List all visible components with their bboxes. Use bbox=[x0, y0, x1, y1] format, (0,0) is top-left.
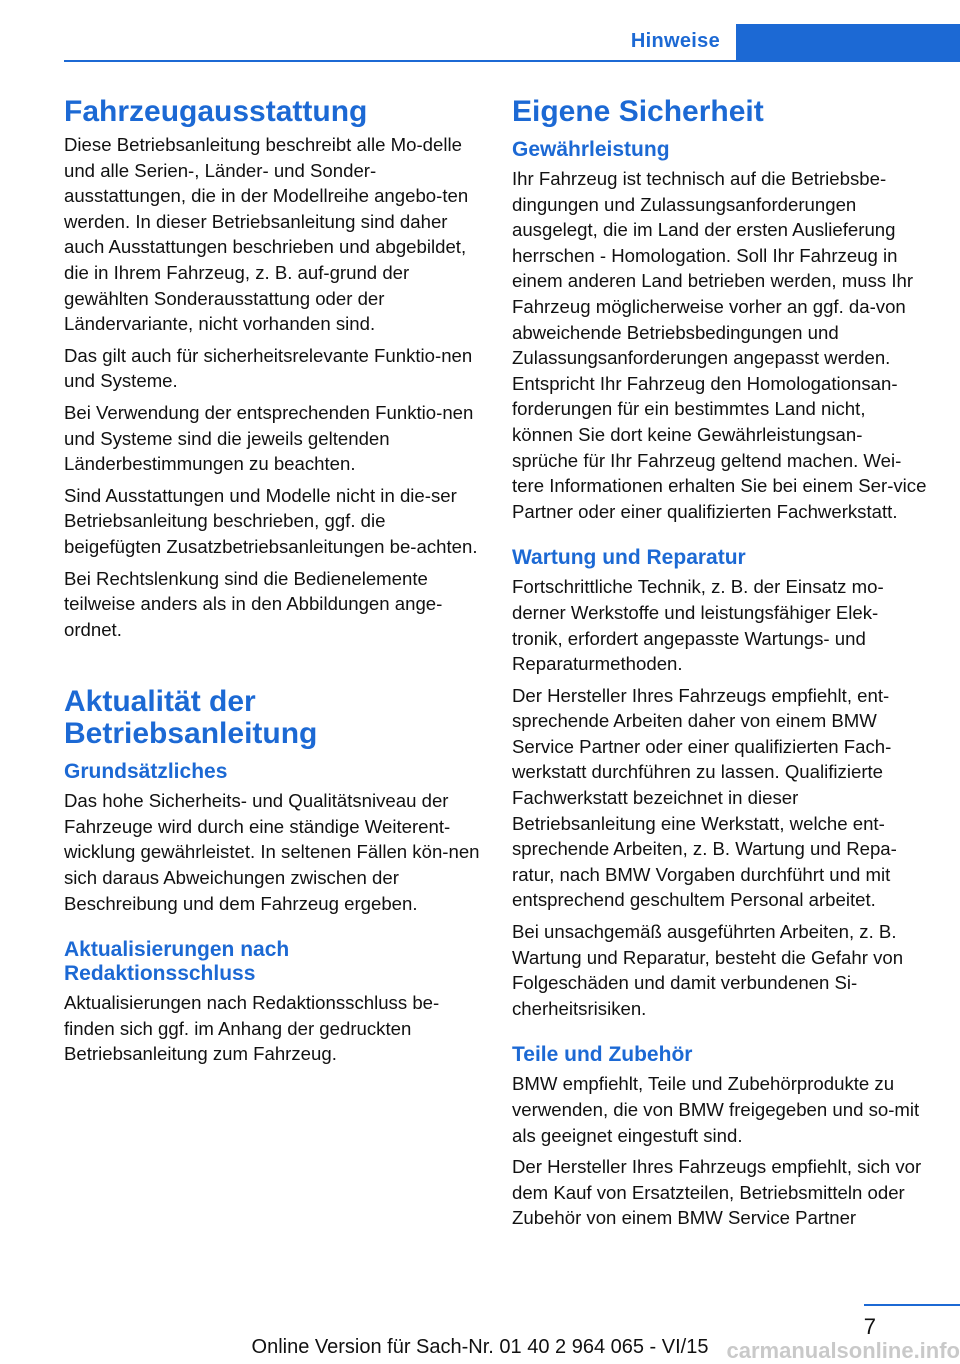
page-number: 7 bbox=[863, 1314, 876, 1339]
paragraph: BMW empfiehlt, Teile und Zubehörprodukte zu verwenden, die von BMW freigegeben und so-mit als geeignet eingestuft sind. bbox=[512, 1073, 920, 1146]
heading-eigene-sicherheit: Eigene Sicherheit bbox=[512, 95, 764, 128]
footer-rule bbox=[864, 1304, 960, 1306]
paragraph: Das gilt auch für sicherheitsrelevante Funktio-nen und Systeme. bbox=[64, 344, 473, 392]
left-column bbox=[64, 96, 480, 1073]
online-version-note: Online Version für Sach-Nr. 01 40 2 964 065 - VI/15 bbox=[251, 1336, 709, 1358]
watermark: carmanualsonline.info bbox=[726, 1338, 960, 1363]
section-tab-block bbox=[736, 24, 960, 62]
subheading-aktualisierungen: Aktualisierungen nach Redaktionsschluss bbox=[64, 938, 290, 986]
subheading-gewaehrleistung: Gewährleistung bbox=[512, 138, 670, 161]
subheading-teile: Teile und Zubehör bbox=[512, 1043, 693, 1067]
subheading-grundsaetzliches: Grundsätzliches bbox=[64, 760, 228, 784]
paragraph: Ihr Fahrzeug ist technisch auf die Betriebsbe-dingungen und Zulassungsanforderungen ausgelegt, die im Land der ersten Auslieferung herrschen - Homologation. Soll Ihr Fahrzeug in einem anderen Land betrieben werden, muss Ihr Fahrzeug möglicherweise vorher an ggf. da-von abweichende Betriebsbedingungen und Zulassungsanforderungen angepasst werden. Entspricht Ihr Fahrzeug den Homologationsan-forderungen für ein bestimmtes Land nicht, können Sie dort keine Gewährleistungsan-sprüche für Ihr Fahrzeug geltend machen. Wei-tere Informationen erhalten Sie bei einem Ser-vice Partner oder einer qualifizierten Fachwerkstatt. bbox=[512, 168, 927, 522]
paragraph: Bei unsachgemäß ausgeführten Arbeiten, z. B. Wartung und Reparatur, besteht die Gefahr von Folgeschäden und damit verbundenen Si-cherheitsrisiken. bbox=[512, 921, 904, 1019]
right-column bbox=[512, 96, 928, 1237]
subheading-wartung: Wartung und Reparatur bbox=[512, 546, 746, 570]
paragraph: Bei Rechtslenkung sind die Bedienelemente teilweise anders als in den Abbildungen ange-ordnet. bbox=[64, 567, 443, 640]
header-rule bbox=[64, 60, 736, 62]
paragraph: Aktualisierungen nach Redaktionsschluss be-finden sich ggf. im Anhang der gedruckten Betriebsanleitung zum Fahrzeug. bbox=[64, 992, 440, 1065]
paragraph: Diese Betriebsanleitung beschreibt alle Mo-delle und alle Serien-, Länder- und Sonder-ausstattungen, die in der Modellreihe angebo-ten werden. In dieser Betriebsanleitung sind daher auch Ausstattungen beschrieben und abgebildet, die in Ihrem Fahrzeug, z. B. auf-grund der gewählten Sonderausstattung oder der Ländervariante, nicht vorhanden sind. bbox=[64, 134, 469, 335]
section-label: Hinweise bbox=[630, 30, 720, 52]
heading-fahrzeugausstattung: Fahrzeugausstattung bbox=[64, 95, 368, 128]
heading-aktualitaet: Aktualität der Betriebsanleitung bbox=[64, 685, 318, 751]
paragraph: Sind Ausstattungen und Modelle nicht in die-ser Betriebsanleitung beschrieben, ggf. die beigefügten Zusatzbetriebsanleitungen be-achten. bbox=[64, 484, 478, 557]
paragraph: Bei Verwendung der entsprechenden Funktio-nen und Systeme sind die jeweils geltenden Länderbestimmungen zu beachten. bbox=[64, 401, 474, 475]
paragraph: Der Hersteller Ihres Fahrzeugs empfiehlt, sich vor dem Kauf von Ersatzteilen, Betriebsmitteln oder Zubehör von einem BMW Service Partner bbox=[512, 1156, 922, 1229]
paragraph: Das hohe Sicherheits- und Qualitätsniveau der Fahrzeuge wird durch eine ständige Weiterent-wicklung gewährleistet. In seltenen Fällen kön-nen sich daraus Abweichungen zwischen der Beschreibung und dem Fahrzeug ergeben. bbox=[64, 790, 480, 914]
paragraph: Der Hersteller Ihres Fahrzeugs empfiehlt, ent-sprechende Arbeiten daher von einem BMW Service Partner oder einer qualifizierten Fach-werkstatt durchführen zu lassen. Qualifizierte Fachwerkstatt bezeichnet in dieser Betriebsanleitung eine Werkstatt, welche ent-sprechende Arbeiten, z. B. Wartung und Repa-ratur, nach BMW Vorgaben durchführt und mit entsprechend geschultem Personal arbeitet. bbox=[512, 684, 897, 911]
paragraph: Fortschrittliche Technik, z. B. der Einsatz mo-derner Werkstoffe und leistungsfähiger Elek-tronik, erfordert angepasste Wartungs- und Reparaturmethoden. bbox=[512, 576, 884, 675]
